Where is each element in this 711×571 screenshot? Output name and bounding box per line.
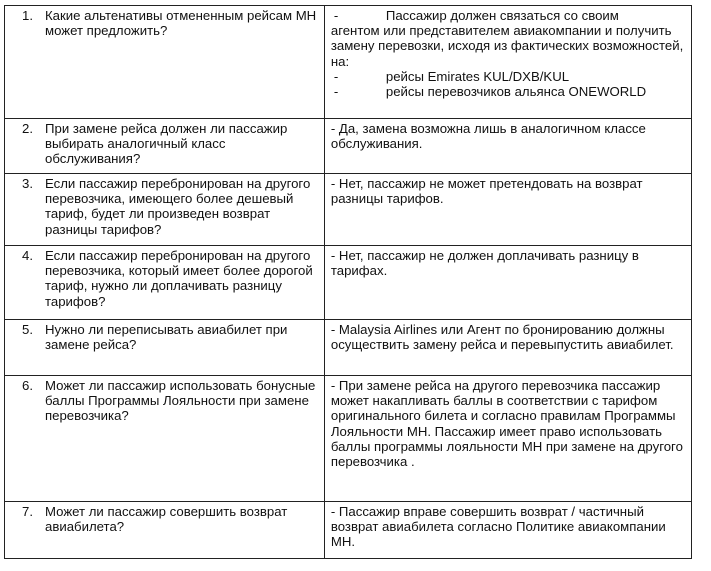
question-number: 3. [22, 176, 33, 191]
answer-cell [324, 174, 691, 246]
answer-text: рейсы перевозчиков альянса ONEWORLD [385, 84, 647, 100]
question-number: 4. [22, 248, 33, 263]
table-row [5, 376, 692, 502]
answer-cell [324, 119, 691, 174]
table-row [5, 246, 692, 320]
table-row [5, 119, 692, 174]
question-number: 7. [22, 504, 33, 519]
answer-line [331, 8, 685, 23]
answer-text: агентом или представителем авиакомпании и получить замену перевозки, исходя из фактических возможностей, на: [330, 23, 684, 69]
question-cell [5, 320, 325, 376]
table-row [5, 174, 692, 246]
question-number: 2. [22, 121, 33, 136]
question-text: Может ли пассажир использовать бонусные баллы Программы Лояльности при замене перевозчика? [45, 378, 316, 424]
question-text: Может ли пассажир совершить возврат авиабилета? [45, 504, 288, 535]
answer-cell [324, 502, 691, 559]
question-cell [5, 174, 325, 246]
question-number: 6. [22, 378, 33, 393]
answer-text: Пассажир должен связаться со своим [385, 8, 619, 23]
question-cell [5, 502, 325, 559]
question-number: 5. [22, 322, 33, 337]
answer-text: - Да, замена возможна лишь в аналогичном классе обслуживания. [330, 121, 646, 152]
answer-cell [324, 6, 691, 119]
question-text: Если пассажир перебронирован на другого перевозчика, который имеет более дорогой тариф, нужно ли доплачивать разницу тарифов? [45, 248, 313, 309]
bullet-dash: - [333, 8, 339, 23]
answer-text: - Нет, пассажир не может претендовать на возврат разницы тарифов. [330, 176, 643, 207]
answer-text: - При замене рейса на другого перевозчика пассажир может накапливать баллы в соответствии с тарифом оригинального билета и согласно правилам Программы Лояльности МН. Пассажир имеет право использовать баллы программы лояльности МН при замене на другого перевозчика . [330, 378, 683, 470]
question-cell [5, 246, 325, 320]
bullet-dash: - [333, 68, 339, 84]
answer-text: - Пассажир вправе совершить возврат / частичный возврат авиабилета согласно Политике авиакомпании МН. [330, 504, 666, 550]
question-text: Нужно ли переписывать авиабилет при замене рейса? [45, 322, 288, 353]
answer-cell [324, 376, 691, 502]
answer-text: - Нет, пассажир не должен доплачивать разницу в тарифах. [330, 248, 639, 279]
question-cell [5, 6, 325, 119]
document-page [4, 5, 692, 559]
question-number: 1. [22, 8, 33, 23]
question-text: Если пассажир перебронирован на другого перевозчика, имеющего более дешевый тариф, будет ли произведен возврат разницы тарифов? [45, 176, 311, 237]
table-row [5, 6, 692, 119]
question-text: При замене рейса должен ли пассажир выбирать аналогичный класс обслуживания? [45, 121, 288, 167]
answer-line [331, 84, 685, 99]
faq-table [4, 5, 692, 559]
answer-text: - Malaysia Airlines или Агент по бронированию должны осуществить замену рейса и перевыпустить авиабилет. [330, 322, 674, 353]
answer-text: рейсы Emirates KUL/DXB/KUL [385, 68, 570, 84]
table-row [5, 320, 692, 376]
bullet-dash: - [333, 84, 339, 100]
question-cell [5, 119, 325, 174]
answer-cell [324, 320, 691, 376]
answer-cell [324, 246, 691, 320]
answer-line [331, 69, 685, 84]
table-row [5, 502, 692, 559]
question-text: Какие альтенативы отмененным рейсам МН может предложить? [45, 8, 317, 39]
question-cell [5, 376, 325, 502]
